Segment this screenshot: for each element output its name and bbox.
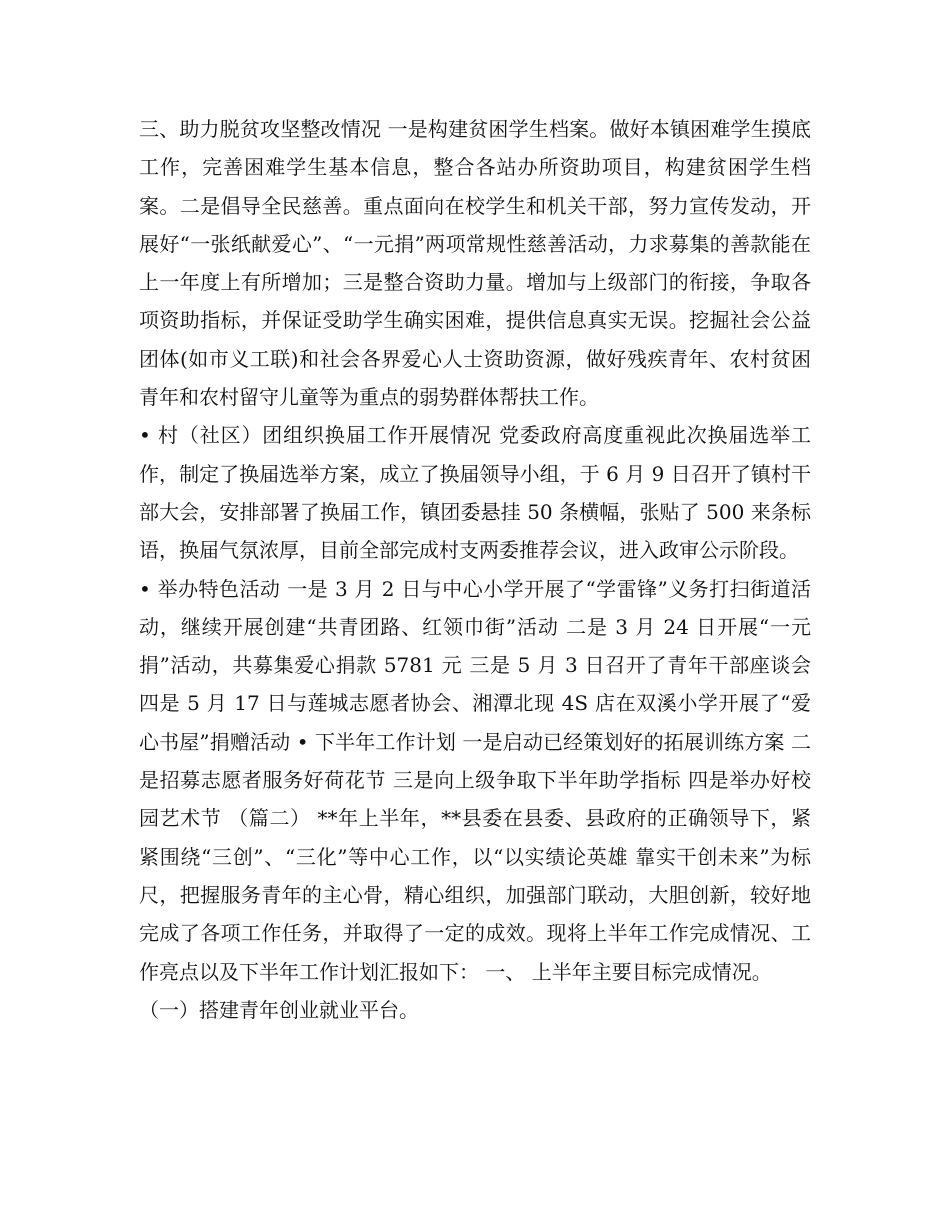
paragraph-election-work: • 村（社区）团组织换届工作开展情况 党委政府高度重视此次换届选举工作，制定了换届选举方案，成立了换届领导小组，于 6 月 9 日召开了镇村干部大会，安排部署了换届工作，镇团委悬挂 50 条横幅，张贴了 500 来条标语，换届气氛浓厚，目前全部完成村支两委推荐会议，进入政审公示阶段。 [139,423,811,563]
paragraph-poverty-alleviation: 三、助力脱贫攻坚整改情况 一是构建贫困学生档案。做好本镇困难学生摸底工作，完善困难学生基本信息，整合各站办所资助项目，构建贫困学生档案。二是倡导全民慈善。重点面向在校学生和机关干部，努力宣传发动，开展好“一张纸献爱心”、“一元捐”两项常规性慈善活动，力求募集的善款能在上一年度上有所增加；三是整合资助力量。增加与上级部门的衔接，争取各项资助指标，并保证受助学生确实困难，提供信息真实无误。挖掘社会公益团体(如市义工联)和社会各界爱心人士资助资源，做好残疾青年、农村贫困青年和农村留守儿童等为重点的弱势群体帮扶工作。 [139,117,811,410]
paragraph-youth-platform: （一）搭建青年创业就业平台。 [139,997,419,1022]
document-body [139,110,818,1029]
paragraph-special-activities: • 举办特色活动 一是 3 月 2 日与中心小学开展了“学雷锋”义务打扫街道活动，继续开展创建“共青团路、红领巾街”活动 二是 3 月 24 日开展“一元捐”活动，共募集爱心捐款 5781 元 三是 5 月 3 日召开了青年干部座谈会 四是 5 月 17 日与莲城志愿者协会、湘潭北现 4S 店在双溪小学开展了“爱心书屋”捐赠活动 • 下半年工作计划 一是启动已经策划好的拓展训练方案 二是招募志愿者服务好荷花节 三是向上级争取下半年助学指标 四是举办好校园艺术节 （篇二） **年上半年，**县委在县委、县政府的正确领导下，紧紧围绕“三创”、“三化”等中心工作，以“以实绩论英雄 靠实干创未来”为标尺，把握服务青年的主心骨，精心组织，加强部门联动，大胆创新，较好地完成了各项工作任务，并取得了一定的成效。现将上半年工作完成情况、工作亮点以及下半年工作计划汇报如下： 一、 上半年主要目标完成情况。 [139,576,818,984]
